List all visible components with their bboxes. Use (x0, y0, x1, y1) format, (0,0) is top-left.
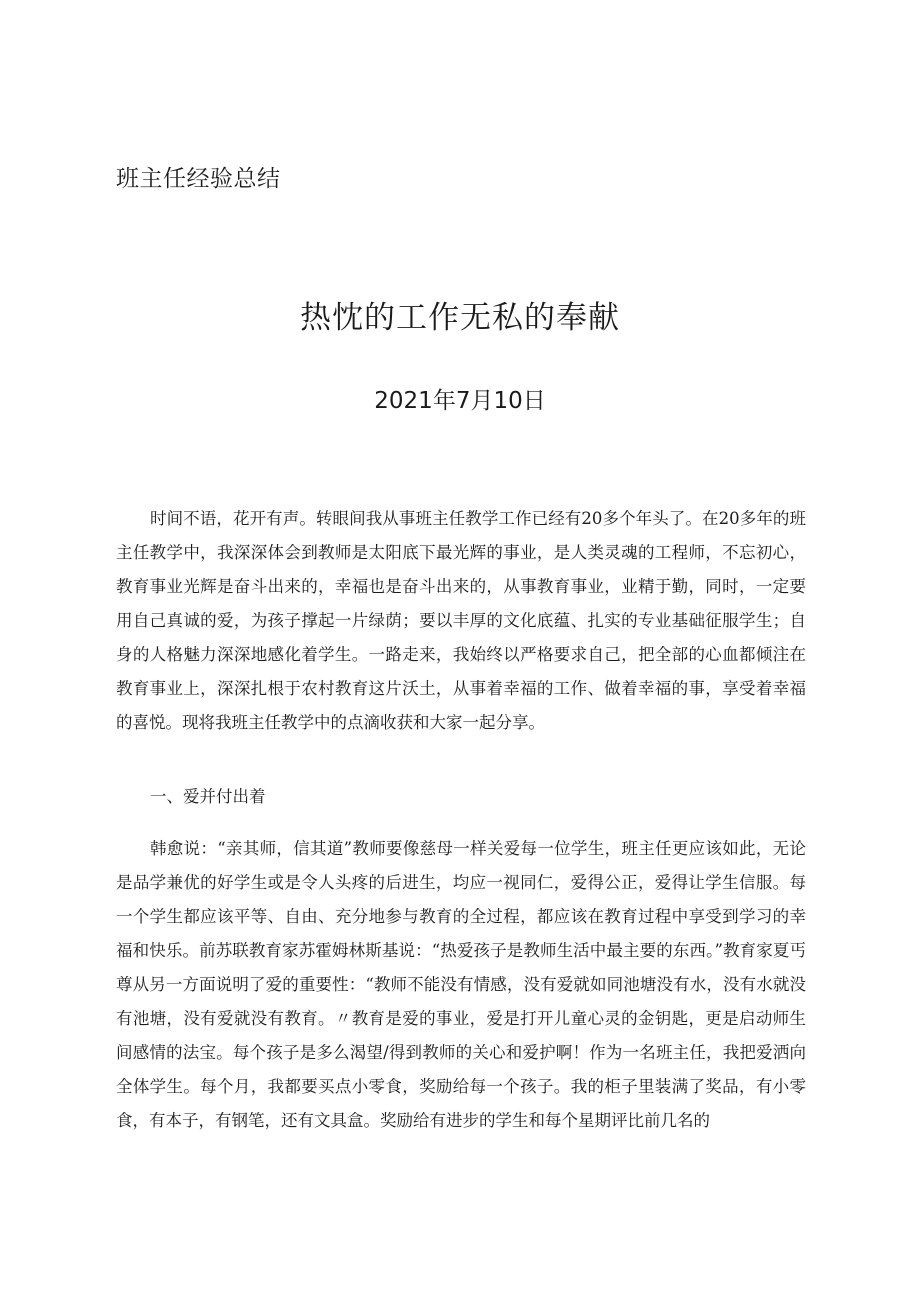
document-label: 班主任经验总结 (116, 166, 281, 192)
document-title: 热忱的工作无私的奉献 (300, 300, 620, 336)
paragraph-section-1: 韩愈说：“亲其师，信其道”教师要像慈母一样关爱每一位学生，班主任更应该如此，无论是品学兼优的好学生或是令人头疼的后进生，均应一视同仁，爱得公正，爱得让学生信服。每一个学生都应该平等、自由、充分地参与教育的全过程，都应该在教育过程中享受到学习的幸福和快乐。前苏联教育家苏霍姆林斯基说：“热爱孩子是教师生活中最主要的东西。”教育家夏丐尊从另一方面说明了爱的重要性：“教师不能没有情感，没有爱就如同池塘没有水，没有水就没有池塘，没有爱就没有教育。〃教育是爱的事业，爱是打开儿童心灵的金钥匙，更是启动师生间感情的法宝。每个孩子是多么渴望/得到教师的关心和爱护啊！作为一名班主任，我把爱洒向全体学生。每个月，我都要买点小零食，奖励给每一个孩子。我的柜子里装满了奖品，有小零食，有本子，有钢笔，还有文具盒。奖励给有进步的学生和每个星期评比前几名的 (116, 839, 806, 1130)
document-date: 2021年7月10日 (374, 388, 546, 414)
section-heading: 一、爱并付出着 (150, 787, 266, 806)
paragraph-intro: 时间不语，花开有声。转眼间我从事班主任教学工作已经有20多个年头了。在20多年的班主任教学中，我深深体会到教师是太阳底下最光辉的事业，是人类灵魂的工程师，不忘初心，教育事业光辉是奋斗出来的，幸福也是奋斗出来的，从事教育事业，业精于勤，同时，一定要用自己真诚的爱，为孩子撑起一片绿荫；要以丰厚的文化底蕴、扎实的专业基础征服学生；自身的人格魅力深深地感化着学生。一路走来，我始终以严格要求自己，把全部的心血都倾注在教育事业上，深深扎根于农村教育这片沃土，从事着幸福的工作、做着幸福的事，享受着幸福的喜悦。现将我班主任教学中的点滴收获和大家一起分享。 (116, 509, 806, 732)
